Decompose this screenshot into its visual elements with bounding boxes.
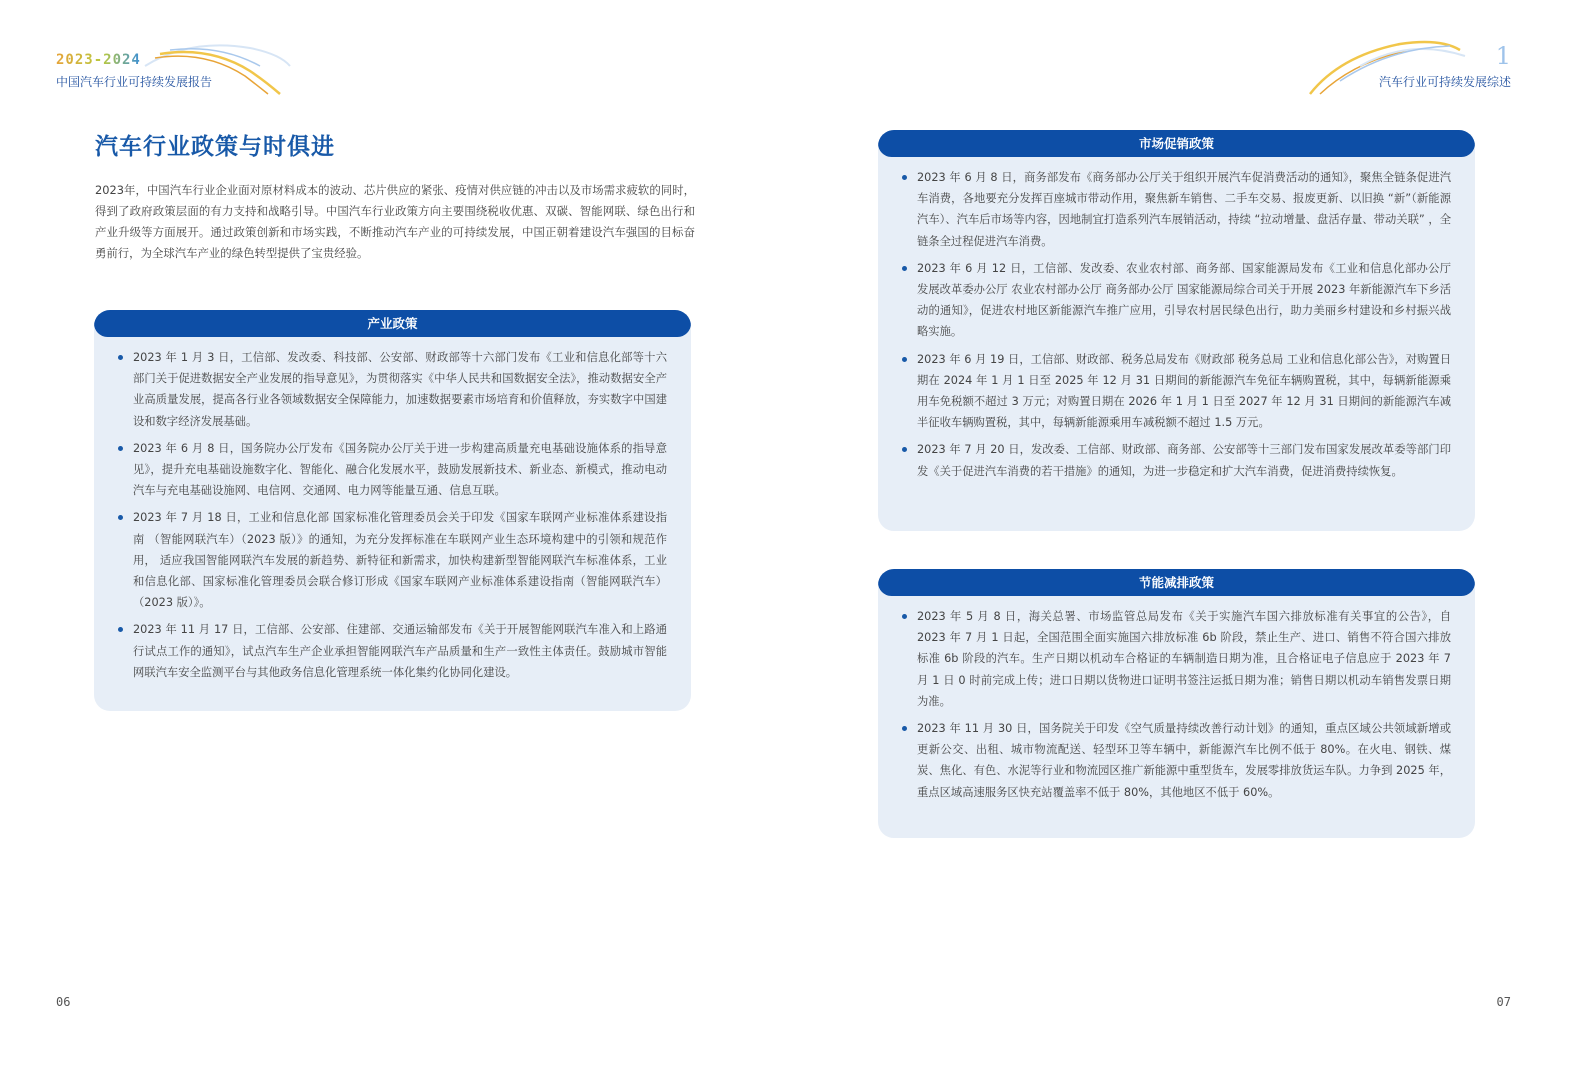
list-item: [902, 258, 1451, 343]
list-item: [902, 439, 1451, 481]
list-item: [902, 718, 1451, 803]
list-item-text: 2023 年 6 月 8 日，国务院办公厅发布《国务院办公厅关于进一步构建高质量充电基础设施体系的指导意见》，提升充电基础设施数字化、智能化、融合化发展水平，鼓励发展新技术、新业态、新模式，推动电动汽车与充电基础设施网、电信网、交通网、电力网等能量互通、信息互联。: [133, 441, 667, 498]
page-number-left: 06: [56, 995, 71, 1009]
list-item: [902, 606, 1451, 712]
list-item-text: 2023 年 11 月 17 日，工信部、公安部、住建部、交通运输部发布《关于开展智能网联汽车准入和上路通行试点工作的通知》，试点汽车生产企业承担智能网联汽车产品质量和生产一致性主体责任。鼓励城市智能网联汽车安全监测平台与其他政务信息化管理系统一体化集约化协同化建设。: [133, 623, 667, 679]
bullet-icon: [118, 446, 123, 451]
bullet-icon: [902, 266, 907, 271]
list-item: [118, 347, 667, 432]
list-item: [902, 349, 1451, 434]
list-item-text: 2023 年 7 月 20 日，发改委、工信部、财政部、商务部、公安部等十三部门发布国家发展改革委等部门印发《关于促进汽车消费的若干措施》的通知，为进一步稳定和扩大汽车消费，促进消费持续恢复。: [917, 443, 1451, 478]
bullet-icon: [118, 355, 123, 360]
panel-title: 产业政策: [94, 310, 691, 337]
bullet-icon: [902, 726, 907, 731]
report-years: 2023-2024: [56, 52, 141, 68]
list-item: [118, 438, 667, 502]
market-policy-panel: [878, 130, 1475, 531]
report-title: 中国汽车行业可持续发展报告: [56, 75, 213, 89]
list-item: [118, 619, 667, 683]
bullet-icon: [118, 627, 123, 632]
energy-policy-panel: [878, 569, 1475, 838]
list-item: [118, 507, 667, 613]
chapter-number: 1: [1495, 42, 1511, 70]
list-item-text: 2023 年 6 月 19 日，工信部、财政部、税务总局发布《财政部 税务总局 工业和信息化部公告》，对购置日期在 2024 年 1 月 1 日至 2025 年 12 月 31 日期间的新能源汽车免征车辆购置税，其中，每辆新能源乘用车免税额不超过 3 万元；对购置日期在 2026 年 1 月 1 日至 2027 年 12 月 31 日期间的新能源汽车减半征收车辆购置税，其中，每辆新能源乘用车减税额不超过 1.5 万元。: [917, 352, 1451, 430]
list-item-text: 2023 年 1 月 3 日，工信部、发改委、科技部、公安部、财政部等十六部门发布《工业和信息化部等十六部门关于促进数据安全产业发展的指导意见》，为贯彻落实《中华人民共和国数据安全法》，推动数据安全产业高质量发展，提高各行业各领域数据安全保障能力，加速数据要素市场培育和价值释放，夯实数字中国建设和数字经济发展基础。: [133, 351, 667, 428]
swoosh-logo-icon: [140, 36, 300, 96]
chapter-title: 汽车行业可持续发展综述: [1378, 75, 1511, 89]
list-item-text: 2023 年 11 月 30 日，国务院关于印发《空气质量持续改善行动计划》的通知，重点区域公共领域新增或更新公交、出租、城市物流配送、轻型环卫等车辆中，新能源汽车比例不低于 80%。在火电、钢铁、煤炭、焦化、有色、水泥等行业和物流园区推广新能源中重型货车，发展零排放货运车队。力争到 2025 年，重点区域高速服务区快充站覆盖率不低于 80%，其他地区不低于 60%。: [917, 722, 1451, 799]
bullet-icon: [902, 357, 907, 362]
list-item-text: 2023 年 6 月 12 日，工信部、发改委、农业农村部、商务部、国家能源局发布《工业和信息化部办公厅 发展改革委办公厅 农业农村部办公厅 商务部办公厅 国家能源局综合司关于开展 2023 年新能源汽车下乡活动的通知》，促进农村地区新能源汽车推广应用，引导农村居民绿色出行，助力美丽乡村建设和乡村振兴战略实施。: [917, 261, 1451, 339]
list-item-text: 2023 年 6 月 8 日，商务部发布《商务部办公厅关于组织开展汽车促消费活动的通知》，聚焦全链条促进汽车消费，各地要充分发挥百座城市带动作用，聚焦新车销售、二手车交易、报废更新、以旧换 “新”（新能源汽车）、汽车后市场等内容，因地制宜打造系列汽车展销活动，持续 “拉动增量、盘活存量、带动关联” ，全链条全过程促进汽车消费。: [917, 171, 1451, 248]
intro-paragraph: 2023年，中国汽车行业企业面对原材料成本的波动、芯片供应的紧张、疫情对供应链的冲击以及市场需求疲软的同时，得到了政府政策层面的有力支持和战略引导。中国汽车行业政策方向主要围绕税收优惠、双碳、智能网联、绿色出行和产业升级等方面展开。通过政策创新和市场实践，不断推动汽车产业的可持续发展，中国正朝着建设汽车强国的目标奋勇前行，为全球汽车产业的绿色转型提供了宝贵经验。: [95, 183, 695, 260]
panel-title: 市场促销政策: [878, 130, 1475, 157]
bullet-icon: [902, 447, 907, 452]
industry-policy-panel: [94, 310, 691, 711]
bullet-icon: [902, 614, 907, 619]
page-number-right: 07: [1496, 995, 1511, 1009]
panel-title: 节能减排政策: [878, 569, 1475, 596]
bullet-icon: [902, 175, 907, 180]
list-item-text: 2023 年 7 月 18 日，工业和信息化部 国家标准化管理委员会关于印发《国家车联网产业标准体系建设指南 （智能网联汽车）（2023 版）》的通知，为充分发挥标准在车联网产业生态环境构建中的引领和规范作用， 适应我国智能网联汽车发展的新趋势、新特征和新需求，加快构建新型智能网联汽车标准体系，工业和信息化部、国家标准化管理委员会联合修订形成《国家车联网产业标准体系建设指南（智能网联汽车）（2023 版）》。: [133, 511, 667, 610]
swoosh-logo-icon: [1300, 36, 1470, 96]
bullet-icon: [118, 515, 123, 520]
list-item-text: 2023 年 5 月 8 日，海关总署、市场监管总局发布《关于实施汽车国六排放标准有关事宜的公告》，自 2023 年 7 月 1 日起，全国范围全面实施国六排放标准 6b 阶段，禁止生产、进口、销售不符合国六排放标准 6b 阶段的汽车。生产日期以机动车合格证的车辆制造日期为准，且合格证电子信息应于 2023 年 7 月 1 日 0 时前完成上传；进口日期以货物进口证明书签注运抵日期为准；销售日期以机动车销售发票日期为准。: [917, 610, 1451, 708]
page-title: 汽车行业政策与时俱进: [95, 134, 335, 160]
list-item: [902, 167, 1451, 252]
